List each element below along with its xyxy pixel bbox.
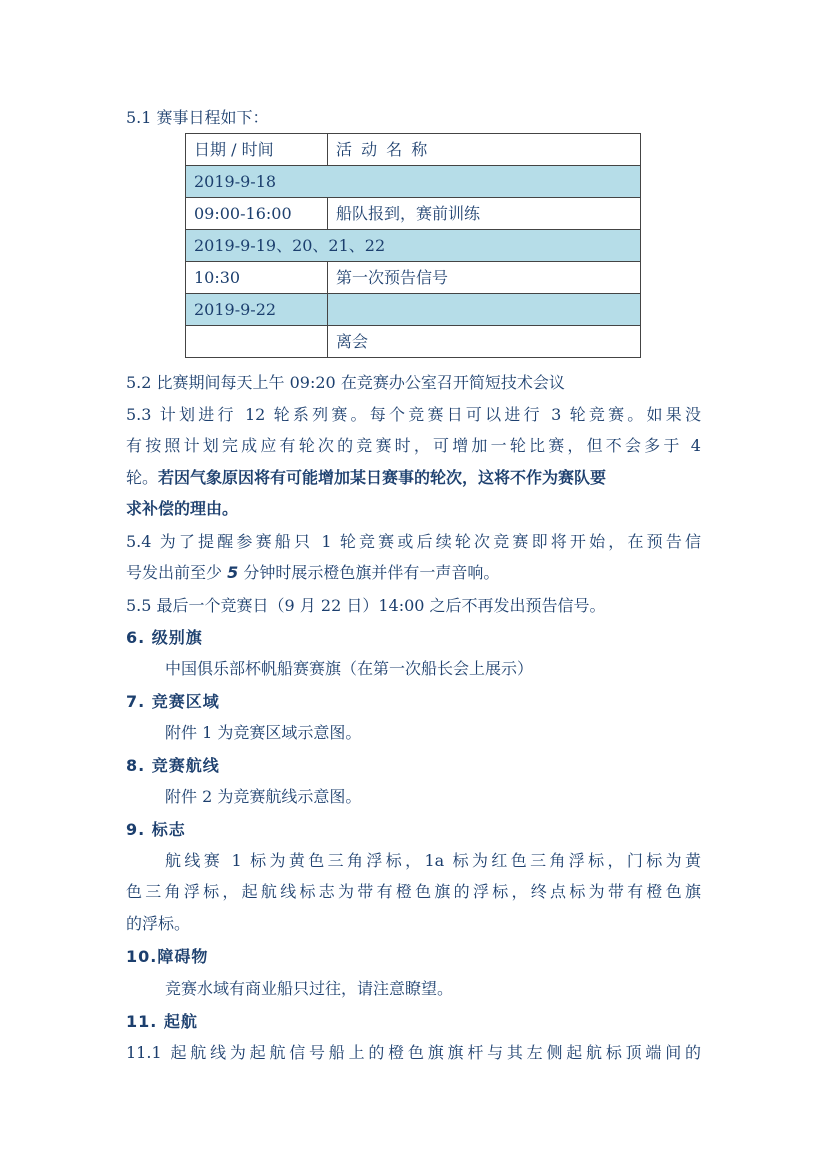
section-10-heading: 10.障碍物 [126,947,209,966]
time-cell: 09:00-16:00 [186,198,328,230]
section-6-heading: 6. 级别旗 [126,628,203,647]
section-9-line-3: 的浮标。 [126,914,191,933]
section-5-3-line-3 [126,468,606,488]
section-5-3-line-3-start: 轮。 [126,468,159,487]
header-date-time: 日期 / 时间 [186,134,328,166]
section-9-heading: 9. 标志 [126,820,186,839]
section-8-body: 附件 2 为竞赛航线示意图。 [165,787,362,806]
table-row [186,198,641,230]
activity-cell: 第一次预告信号 [328,262,641,294]
time-cell [186,326,328,358]
section-5-4-line-2 [126,563,499,583]
section-6-body: 中国俱乐部杯帆船赛赛旗（在第一次船长会上展示） [165,659,534,678]
section-7-heading: 7. 竞赛区域 [126,692,220,711]
date-band-row [186,230,641,262]
time-cell: 10:30 [186,262,328,294]
activity-cell: 船队报到，赛前训练 [328,198,641,230]
section-5-5: 5.5 最后一个竞赛日（9 月 22 日）14:00 之后不再发出预告信号。 [126,596,606,615]
section-5-3-line-2: 有按照计划完成应有轮次的竞赛时，可增加一轮比赛，但不会多于 4 [126,436,701,455]
section-5-3-bold-note: 若因气象原因将有可能增加某日赛事的轮次，这将不作为赛队要 [158,468,607,487]
section-5-4-line-1: 5.4 为了提醒参赛船只 1 轮竞赛或后续轮次竞赛即将开始，在预告信 [126,532,701,551]
section-5-1-intro: 5.1 赛事日程如下： [126,108,269,127]
header-activity-name: 活 动 名 称 [328,134,641,166]
section-5-3-line-1: 5.3 计划进行 12 轮系列赛。每个竞赛日可以进行 3 轮竞赛。如果没 [126,405,701,424]
schedule-table [185,133,641,358]
date-band-row [186,294,641,326]
section-8-heading: 8. 竞赛航线 [126,756,220,775]
table-row [186,262,641,294]
section-7-body: 附件 1 为竞赛区域示意图。 [165,723,362,742]
section-5-3-line-4: 求补偿的理由。 [126,499,239,518]
section-5-4-line-2-end: 分钟时展示橙色旗并伴有一声音响。 [238,563,500,582]
section-9-line-1: 航线赛 1 标为黄色三角浮标，1a 标为红色三角浮标，门标为黄 [165,851,701,870]
minutes-number: 5 [227,563,239,582]
section-5-2: 5.2 比赛期间每天上午 09:20 在竞赛办公室召开简短技术会议 [126,373,565,392]
table-row [186,326,641,358]
activity-cell: 离会 [328,326,641,358]
date-band-1: 2019-9-18 [186,166,641,198]
section-11-1-line-1: 11.1 起航线为起航信号船上的橙色旗旗杆与其左侧起航标顶端间的 [126,1043,701,1062]
table-header-row [186,134,641,166]
date-band-row [186,166,641,198]
section-5-4-line-2-start: 号发出前至少 [126,563,228,582]
section-11-heading: 11. 起航 [126,1012,198,1031]
date-band-2: 2019-9-19、20、21、22 [186,230,641,262]
date-band-3: 2019-9-22 [186,294,328,326]
date-band-empty-cell [328,294,641,326]
section-10-body: 竞赛水域有商业船只过往，请注意瞭望。 [165,979,454,998]
section-9-line-2: 色三角浮标，起航线标志为带有橙色旗的浮标，终点标为带有橙色旗 [126,882,701,901]
